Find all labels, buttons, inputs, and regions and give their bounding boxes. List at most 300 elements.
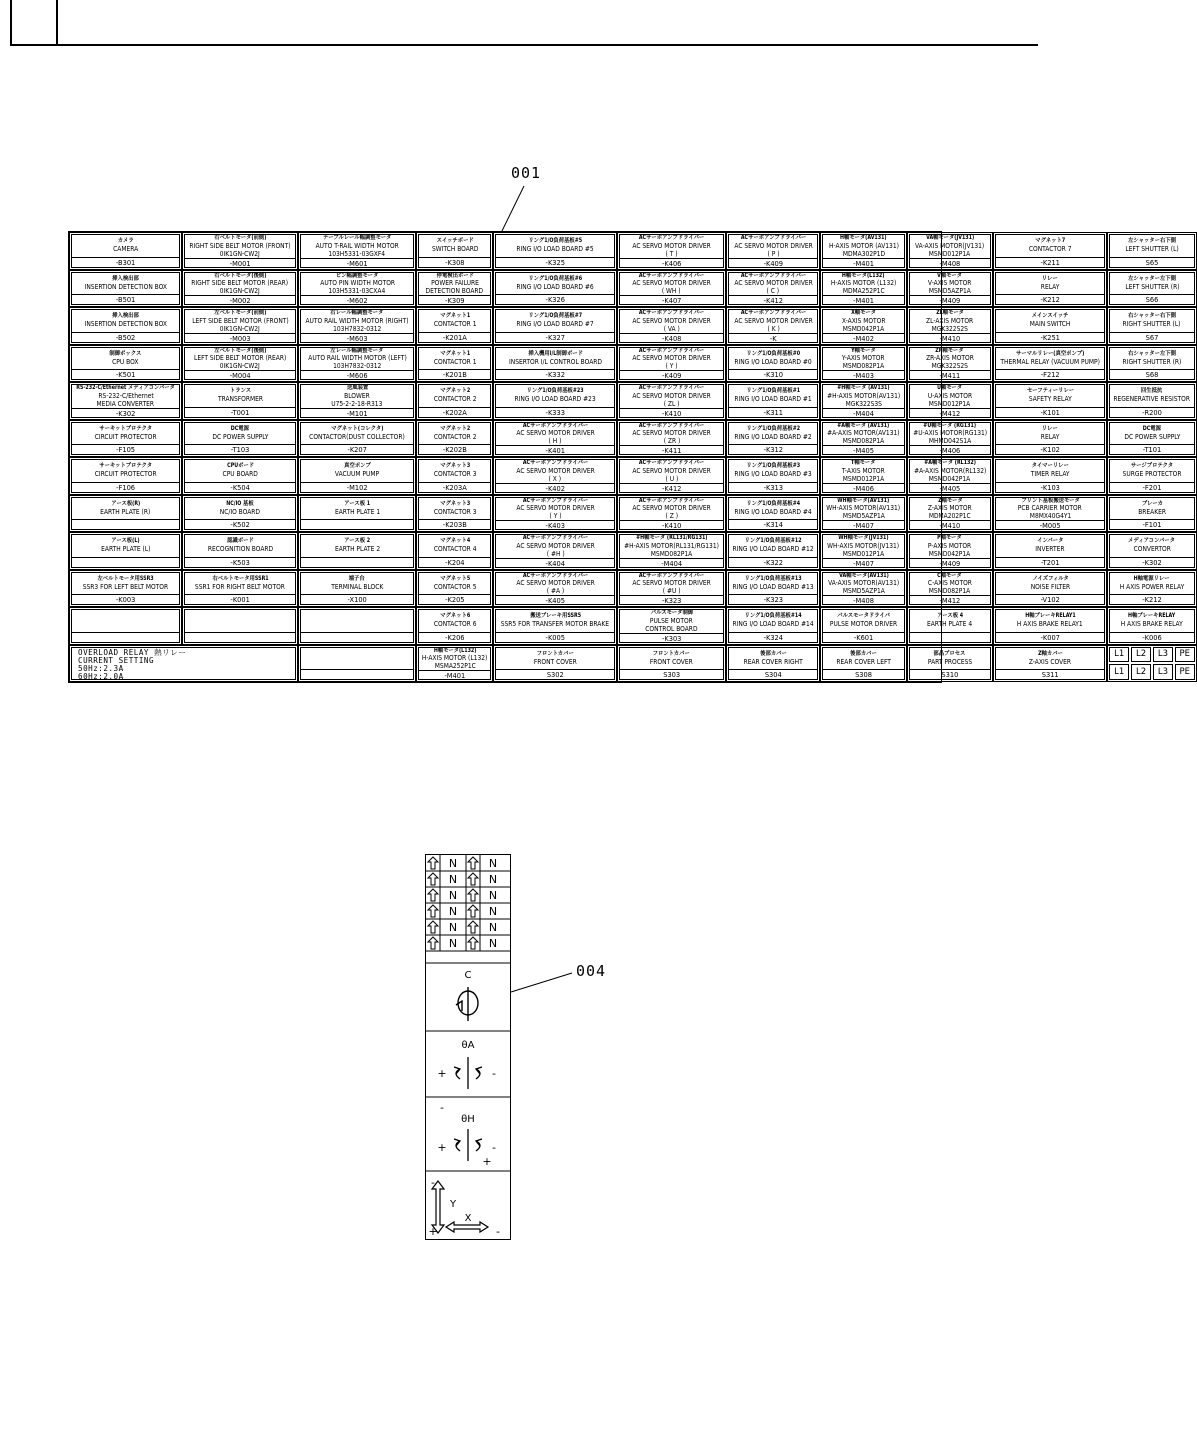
label-cell: [1107, 495, 1196, 533]
label-line: 左ベルトモータ用SSR3: [97, 575, 154, 582]
label-frame: [822, 572, 904, 606]
label-code: -K251: [996, 332, 1104, 342]
label-line: H軸ブレーキRELAY: [1128, 613, 1176, 620]
label-frame: [822, 647, 904, 681]
label-line: EARTH PLATE 2: [334, 544, 380, 554]
label-line: SSR3 FOR LEFT BELT MOTOR: [82, 581, 169, 591]
label-line: 103H5331-03GXF4: [328, 248, 386, 258]
overload-relay-cell: [69, 645, 298, 683]
label-line: EARTH PLATE 4: [927, 619, 973, 629]
label-cell: [617, 270, 726, 308]
label-cell: [907, 645, 993, 683]
label-text: [729, 648, 817, 670]
label-code: -K102: [996, 444, 1104, 454]
operation-label-panel: [425, 854, 511, 1240]
label-cell: [298, 382, 416, 420]
label-line: MSMD012P1A: [929, 248, 971, 258]
label-cell: [1107, 532, 1196, 570]
label-cell: [993, 270, 1107, 308]
label-line: CIRCUIT PROTECTOR: [94, 431, 157, 441]
label-frame: [909, 384, 991, 418]
label-line: Y-AXIS MOTOR: [842, 353, 885, 363]
label-line: ノイズフィルタ: [1032, 575, 1069, 582]
label-frame: [728, 422, 818, 456]
label-code: -K322: [729, 557, 817, 567]
label-frame: [1109, 272, 1194, 306]
label-text: [1110, 385, 1193, 407]
label-text: [620, 310, 723, 333]
label-line: マグネット6: [439, 613, 470, 620]
label-code: -M401: [419, 670, 490, 680]
label-line: V軸モータ: [937, 272, 963, 279]
label-text: [910, 535, 990, 558]
label-code: -M409: [910, 558, 990, 568]
label-line: M8MX40G4Y1: [1029, 511, 1071, 521]
label-line: ACサーボアンプドライバー: [638, 310, 705, 316]
label-line: REAR COVER RIGHT: [743, 656, 803, 666]
label-cell: [493, 607, 617, 645]
label-line: AC SERVO MOTOR DRIVER: [632, 315, 711, 325]
label-line: H軸モータ(L132): [433, 647, 477, 654]
label-text: [729, 310, 817, 333]
label-line: T-AXIS MOTOR: [842, 465, 885, 475]
phase-grid: [1108, 646, 1195, 682]
label-line: CIRCUIT PROTECTOR: [94, 469, 157, 479]
label-text: [620, 573, 723, 596]
label-line: 回生抵抗: [1141, 388, 1163, 395]
label-line: フロントカバー: [536, 650, 574, 657]
label-text: [301, 573, 413, 595]
label-line: アース板(L): [111, 538, 140, 545]
label-line: #A軸モータ (AV131): [837, 422, 890, 429]
label-text: [823, 235, 903, 258]
label-line: パルスモータ制御: [650, 610, 693, 616]
label-code: S310: [910, 669, 990, 679]
label-text: [1110, 498, 1193, 520]
label-cell: [298, 457, 416, 495]
theta-a-rotate-icon: [454, 1057, 482, 1089]
label-frame: [822, 497, 904, 531]
label-line: H軸モータ(L132): [842, 272, 885, 279]
n-grid: [426, 855, 510, 963]
label-cell: [617, 457, 726, 495]
label-line: H AXIS BRAKE RELAY1: [1017, 619, 1084, 629]
label-cell: [726, 570, 820, 608]
label-line: REGENERATIVE RESISTOR: [1113, 394, 1191, 404]
theta-h-plus: +: [437, 1141, 447, 1154]
n-label: N: [488, 937, 498, 950]
label-line: RIGHT SIDE BELT MOTOR (REAR): [191, 278, 289, 288]
label-line: U75-2-2-18-R313: [331, 398, 383, 408]
n-label: N: [488, 889, 498, 902]
label-line: 端子台: [349, 575, 366, 582]
label-line: CONTACTOR 4: [433, 544, 477, 554]
label-line: FRONT COVER: [650, 656, 694, 666]
label-line: P-AXIS MOTOR: [928, 540, 972, 550]
label-line: RING I/O LOAD BOARD #7: [516, 319, 594, 329]
label-code: -B301: [72, 257, 179, 267]
label-line: 真空ポンプ: [343, 463, 371, 470]
label-cell: [617, 607, 726, 645]
label-frame: [995, 497, 1105, 531]
label-cell: [907, 607, 993, 645]
label-line: リング1/O負荷基板#12: [744, 538, 802, 545]
label-cell: [617, 532, 726, 570]
label-line: MSMD082P1A: [650, 548, 693, 558]
label-line: サーキットプロテクタ: [99, 425, 152, 432]
label-cell: [820, 645, 906, 683]
label-line: WH-AXIS MOTOR(AV131): [826, 503, 901, 513]
label-line: CONTACTOR 6: [433, 619, 477, 629]
label-text: [620, 498, 723, 521]
label-frame: [619, 534, 724, 568]
label-line: MGK322S2S: [931, 361, 969, 371]
label-frame: [1109, 534, 1194, 568]
label-line: RING I/O LOAD BOARD #23: [514, 394, 596, 404]
label-cell: [493, 457, 617, 495]
label-code: -M101: [301, 408, 413, 418]
label-code: -K404: [496, 558, 614, 568]
label-cell: [1107, 345, 1196, 383]
label-text: [729, 348, 817, 370]
label-frame: [822, 459, 904, 493]
label-line: REAR COVER LEFT: [836, 656, 891, 666]
label-line: C-AXIS MOTOR: [927, 578, 972, 588]
label-frame: [619, 384, 724, 418]
label-frame: [822, 534, 904, 568]
label-cell: [182, 345, 298, 383]
label-code: [910, 632, 990, 642]
label-text: [910, 460, 990, 483]
label-code: -M606: [301, 370, 413, 380]
label-line: WH軸モータ(JV131): [838, 535, 889, 541]
label-line: TIMER RELAY: [1030, 469, 1070, 479]
label-frame: [619, 347, 724, 381]
label-cell: [1107, 607, 1196, 645]
label-text: [301, 460, 413, 482]
label-text: [301, 610, 413, 632]
label-frame: [822, 347, 904, 381]
label-line: RING I/O LOAD BOARD #14: [732, 619, 814, 629]
label-line: MSMD5AZP1A: [842, 586, 885, 596]
label-line: 右ベルトモータ(前側): [214, 235, 267, 241]
label-text: [419, 385, 490, 407]
label-frame: [300, 272, 414, 306]
label-line: リング1/O負荷基板#0: [746, 350, 801, 357]
label-line: NC/IO BOARD: [220, 506, 261, 516]
label-code: -M403: [823, 370, 903, 380]
label-line: DC電源: [231, 425, 250, 432]
label-line: リング1/O負荷基板#6: [528, 275, 583, 282]
label-line: AC SERVO MOTOR DRIVER: [516, 428, 595, 438]
label-cell: [182, 532, 298, 570]
label-text: [185, 610, 295, 632]
label-code: -M410: [910, 520, 990, 530]
label-text: [1110, 423, 1193, 445]
label-text: [72, 235, 179, 257]
label-code: -K411: [620, 445, 723, 455]
label-code: S303: [620, 669, 723, 679]
label-cell: [416, 382, 493, 420]
label-line: MGK322S3S: [845, 398, 882, 408]
label-code: -M412: [910, 595, 990, 605]
label-text: [996, 610, 1104, 632]
label-line: セーフティーリレー: [1026, 388, 1074, 395]
x-label: X: [464, 1213, 472, 1224]
label-frame: [995, 309, 1105, 343]
label-text: [1110, 235, 1193, 257]
phase-label: L2: [1131, 647, 1151, 663]
label-line: PULSE MOTOR DRIVER: [829, 619, 898, 629]
label-frame: [728, 459, 818, 493]
label-line: アース板 4: [936, 613, 963, 620]
label-line: リング1/O負荷基板#3: [746, 463, 801, 470]
label-text: [620, 385, 723, 408]
label-cell: [493, 570, 617, 608]
label-line: 左シャッター右下側: [1128, 238, 1176, 245]
label-line: CONTACTOR 1: [433, 319, 477, 329]
label-frame: [300, 572, 414, 606]
label-line: DETECTION BOARD: [425, 286, 484, 296]
label-cell: [1107, 307, 1196, 345]
up-arrow-icon: [428, 921, 438, 933]
label-line: AC SERVO MOTOR DRIVER: [516, 503, 595, 513]
label-line: FRONT COVER: [533, 656, 577, 666]
label-cell: [907, 420, 993, 458]
label-line: ( VA ): [663, 323, 680, 333]
label-line: RING I/O LOAD BOARD #1: [734, 394, 812, 404]
label-code: S67: [1110, 332, 1193, 342]
label-line: 0IK1GN-CW2J: [220, 286, 261, 296]
label-cell: [182, 307, 298, 345]
label-line: #A軸モータ (RL132): [924, 460, 976, 466]
label-text: [729, 460, 817, 482]
label-frame: [619, 422, 724, 456]
label-frame: [909, 647, 991, 681]
label-text: [1110, 610, 1193, 632]
label-cell: [820, 607, 906, 645]
label-cell: [993, 420, 1107, 458]
label-line: 0IK1GN-CW2J: [220, 361, 261, 371]
label-line: U軸モータ: [937, 385, 963, 391]
label-line: 部品プロセス: [933, 650, 966, 657]
label-line: SSR1 FOR RIGHT BELT MOTOR: [195, 581, 286, 591]
label-line: ACサーボアンプドライバー: [522, 572, 588, 579]
n-label: N: [488, 873, 498, 886]
label-text: [72, 423, 179, 445]
label-text: [996, 460, 1104, 482]
label-text: [1110, 273, 1193, 295]
label-cell: [993, 382, 1107, 420]
label-line: 後部カバー: [759, 650, 787, 657]
label-line: CONTACTOR 2: [433, 394, 477, 404]
label-text: [910, 235, 990, 258]
label-code: -K310: [729, 369, 817, 379]
label-line: H-AXIS MOTOR (L132): [830, 278, 897, 288]
label-code: [185, 632, 295, 642]
up-arrow-icon: [428, 857, 438, 869]
label-code: -K326: [496, 294, 614, 304]
label-code: -F106: [72, 482, 179, 492]
label-line: 左レール幅調整モータ: [330, 347, 384, 354]
label-line: MSMA252P1C: [434, 661, 476, 671]
label-line: ZL軸モータ: [936, 310, 964, 316]
label-cell: [726, 382, 820, 420]
label-line: CONTACTOR 5: [433, 581, 477, 591]
label-line: P軸モータ: [937, 535, 963, 541]
label-line: ( T ): [665, 248, 678, 258]
label-line: CONTACTOR 3: [433, 506, 477, 516]
label-line: #A-AXIS MOTOR(AV131): [827, 428, 900, 438]
label-line: カメラ: [117, 238, 134, 245]
label-line: MEDIA CONVERTER: [96, 398, 155, 408]
label-line: リング1/O負荷基板#2: [746, 425, 801, 432]
label-cell: [1107, 457, 1196, 495]
label-text: [996, 423, 1104, 445]
label-frame: [495, 384, 615, 418]
label-frame: [418, 272, 491, 306]
label-cell: [993, 232, 1107, 270]
label-line: 103H7832-0312: [333, 323, 382, 333]
label-line: CONTACTOR 3: [433, 469, 477, 479]
label-line: 右ベルトモータ(後側): [214, 272, 267, 279]
label-line: VA軸モータ(JV131): [925, 235, 974, 241]
label-code: -K201B: [419, 369, 490, 379]
label-cell: [907, 270, 993, 308]
label-line: マグネット4: [439, 538, 470, 545]
label-frame: [728, 609, 818, 643]
label-line: マグネット3: [439, 463, 470, 470]
label-code: -T001: [185, 407, 295, 417]
label-frame: [619, 572, 724, 606]
label-code: -K204: [419, 557, 490, 567]
label-line: リング1/O負荷基板#13: [744, 575, 802, 582]
label-text: [72, 310, 179, 332]
label-frame: [728, 534, 818, 568]
label-cell: [617, 570, 726, 608]
label-code: S302: [496, 669, 614, 679]
label-line: RING I/O LOAD BOARD #12: [732, 544, 814, 554]
label-frame: [728, 347, 818, 381]
label-frame: [71, 497, 180, 531]
label-code: -F101: [1110, 519, 1193, 529]
label-line: Y軸モータ: [851, 347, 876, 354]
label-text: [496, 310, 614, 332]
label-code: -M405: [823, 445, 903, 455]
label-code: -M603: [301, 333, 413, 343]
label-line: AC SERVO MOTOR DRIVER: [632, 465, 711, 475]
label-line: 認識ボード: [226, 538, 254, 545]
label-line: 左ベルトモータ(後側): [214, 347, 267, 354]
label-line: サーマルリレー(真空ポンプ): [1015, 350, 1085, 357]
label-line: ( U ): [665, 473, 679, 483]
label-cell: [416, 345, 493, 383]
label-line: 挿入検出部: [112, 313, 139, 320]
label-code: -M004: [185, 370, 295, 380]
label-frame: [418, 347, 491, 381]
label-line: ACサーボアンプドライバー: [638, 385, 705, 391]
label-line: スイッチボード: [436, 238, 474, 245]
phase-label: L3: [1153, 647, 1173, 663]
label-text: [185, 235, 295, 258]
label-cell: [416, 607, 493, 645]
label-line: CAMERA: [113, 244, 139, 254]
label-code: -M412: [910, 408, 990, 418]
label-line: AUTO RAIL WIDTH MOTOR (LEFT): [307, 353, 407, 363]
label-line: ACサーボアンプドライバー: [740, 272, 806, 279]
label-line: RIGHT SIDE BELT MOTOR (FRONT): [189, 240, 291, 250]
label-code: -M410: [910, 333, 990, 343]
label-text: [301, 535, 413, 557]
label-frame: [418, 572, 491, 606]
label-text: [1110, 573, 1193, 595]
label-text: [910, 310, 990, 333]
label-text: [729, 273, 817, 296]
label-frame: [71, 272, 180, 306]
label-text: [419, 573, 490, 595]
n-label: N: [448, 889, 458, 902]
label-frame: [418, 234, 491, 268]
label-text: [301, 648, 413, 670]
label-text: [185, 310, 295, 333]
label-cell: [493, 420, 617, 458]
label-line: 挿入検出部: [112, 275, 139, 282]
label-line: #H-AXIS MOTOR(AV131): [827, 390, 901, 400]
label-frame: [1109, 572, 1194, 606]
label-line: 制御ボックス: [109, 350, 142, 357]
label-line: LEFT SHUTTER (R): [1124, 281, 1180, 291]
label-code: -M401: [823, 258, 903, 268]
label-cell: [182, 270, 298, 308]
label-line: マグネット2: [439, 425, 470, 432]
label-line: AC SERVO MOTOR DRIVER: [734, 240, 813, 250]
label-code: -K203B: [419, 519, 490, 529]
theta-a-plus: +: [437, 1067, 447, 1080]
label-line: POWER FAILURE: [430, 278, 479, 288]
label-frame: [184, 459, 296, 493]
label-text: [72, 498, 179, 520]
label-cell: [820, 570, 906, 608]
label-line: #H軸モータ (RL131/RG131): [635, 535, 708, 541]
label-frame: [418, 384, 491, 418]
label-line: #H-AXIS MOTOR(RL131/RG131): [624, 540, 720, 550]
label-frame: [1109, 422, 1194, 456]
label-line: インバータ: [1037, 538, 1064, 545]
label-cell: [617, 307, 726, 345]
label-frame: [418, 534, 491, 568]
label-frame: [184, 534, 296, 568]
label-line: BREAKER: [1138, 506, 1166, 516]
label-text: [419, 610, 490, 632]
label-cell: [298, 645, 416, 683]
label-text: [72, 385, 179, 408]
label-text: [996, 310, 1104, 332]
label-text: [996, 648, 1104, 670]
label-cell: [416, 270, 493, 308]
label-line: RECOGNITION BOARD: [207, 544, 273, 554]
label-frame: [995, 609, 1105, 643]
label-code: -M602: [301, 295, 413, 305]
overload-line: CURRENT SETTING: [78, 655, 155, 665]
label-text: [620, 648, 723, 670]
label-text: [910, 273, 990, 296]
overload-line: OVERLOAD RELAY 熱リレー: [78, 647, 187, 657]
label-cell: [298, 307, 416, 345]
label-frame: [995, 234, 1105, 268]
label-frame: [995, 422, 1105, 456]
theta-h-bottom-plus: +: [482, 1155, 492, 1168]
label-line: WH-AXIS MOTOR(JV131): [827, 540, 900, 550]
